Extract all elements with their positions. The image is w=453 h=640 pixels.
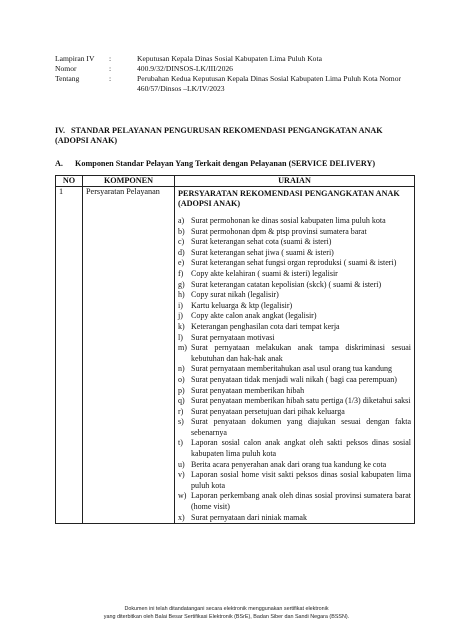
list-item-text: Copy akte calon anak angkat (legalisir): [191, 311, 317, 321]
list-item: [178, 227, 411, 238]
header-row-nomor: [55, 64, 437, 74]
list-item-label: s): [178, 417, 184, 427]
list-item-label: f): [178, 268, 184, 278]
list-item: [178, 290, 411, 301]
list-item: [178, 248, 411, 259]
list-item: [178, 407, 411, 418]
cell-uraian: [175, 187, 415, 524]
list-item-text: Surat pernyataan motivasi: [191, 332, 275, 342]
list-item-label: r): [178, 406, 184, 416]
list-item-label: l): [178, 332, 183, 342]
list-item-label: d): [178, 247, 185, 257]
header-no: NO: [56, 176, 83, 187]
list-item-text: Surat pernyataan melakukan anak tampa diskriminasi sesuai kebutuhan dan hak-hak anak: [191, 343, 411, 363]
table-row: [56, 187, 415, 524]
list-item: [178, 417, 411, 438]
subsection-title: [55, 159, 375, 169]
list-item: [178, 375, 411, 386]
list-item-label: m): [178, 343, 187, 353]
list-item-text: Berita acara penyerahan anak dari orang tua kandung ke cota: [191, 459, 387, 469]
table-header-row: [56, 176, 415, 187]
list-item: [178, 280, 411, 291]
list-item-text: Keterangan penghasilan cota dari tempat kerja: [191, 321, 340, 331]
e-signature-footer: [0, 605, 453, 621]
list-item-text: Copy akte kelahiran ( suami & isteri) legalisir: [191, 268, 338, 278]
list-item-text: Surat penyataan memberikan hibah satu pertiga (1/3) diketahui saksi: [191, 396, 411, 406]
header-komponen: KOMPONEN: [83, 176, 175, 187]
requirements-list: [178, 216, 411, 523]
list-item-label: o): [178, 374, 185, 384]
cell-no: 1: [56, 187, 83, 524]
list-item-text: Surat penyataan tidak menjadi wali nikah ( bagi caa perempuan): [191, 374, 397, 384]
service-standard-table: [55, 175, 415, 524]
list-item-label: b): [178, 226, 185, 236]
list-item-text: Surat keterangan sehat fungsi organ reproduksi ( suami & isteri): [191, 258, 397, 268]
list-item: [178, 438, 411, 459]
list-item: [178, 513, 411, 524]
list-item-text: Laporan sosial calon anak angkat oleh sakti peksos dinas sosial kabupaten lima puluh kota: [191, 438, 411, 459]
list-item-text: Surat pernyataan dari niniak mamak: [191, 512, 307, 522]
list-item-label: e): [178, 258, 185, 268]
header-colon: :: [109, 74, 112, 83]
section-title: [55, 126, 395, 146]
list-item: [178, 396, 411, 407]
list-item: [178, 364, 411, 375]
list-item-label: g): [178, 279, 185, 289]
list-item-text: Laporan sosial home visit sakti peksos dinas sosial kabupaten lima puluh kota: [191, 470, 411, 490]
header-value: 400.9/32/DINSOS-LK/III/2026: [137, 64, 233, 73]
list-item-text: Surat keterangan catatan kepolisian (skck) ( suami & isteri): [191, 279, 382, 289]
list-item: [178, 237, 411, 248]
list-item-text: Surat keterangan sehat cota (suami & isteri): [191, 237, 332, 247]
list-item-label: p): [178, 385, 185, 395]
list-item-text: Surat pernyataan memberitahukan asal usul orang tua kandung: [191, 364, 393, 374]
header-row-lampiran: [55, 54, 437, 64]
list-item: [178, 311, 411, 322]
list-item-text: Surat permohonan dpm & ptsp provinsi sumatera barat: [191, 226, 367, 236]
header-value: Keputusan Kepala Dinas Sosial Kabupaten Lima Puluh Kota: [137, 54, 322, 63]
footer-line: Dokumen ini telah ditandatangani secara elektronik menggunakan sertifikat elektronik: [124, 606, 329, 612]
list-item-label: h): [178, 290, 185, 300]
list-item: [178, 470, 411, 491]
list-item-label: x): [178, 512, 185, 522]
header-colon: :: [109, 64, 112, 73]
subsection-number: A.: [55, 159, 63, 168]
list-item-label: w): [178, 491, 187, 501]
header-row-tentang: [55, 74, 437, 94]
list-item: [178, 269, 411, 280]
header-label: Nomor: [55, 64, 77, 73]
list-item-label: q): [178, 396, 185, 406]
list-item: [178, 460, 411, 471]
list-item-label: n): [178, 364, 185, 374]
section-title-text: STANDAR PELAYANAN PENGURUSAN REKOMENDASI PENGANGKATAN ANAK (ADOPSI ANAK): [55, 126, 383, 145]
list-item-label: c): [178, 237, 185, 247]
document-header: [55, 54, 437, 94]
header-colon: :: [109, 54, 112, 63]
header-label: Tentang: [55, 74, 80, 83]
list-item-label: j): [178, 311, 183, 321]
list-item: [178, 343, 411, 364]
list-item: [178, 216, 411, 227]
list-item-label: t): [178, 438, 183, 448]
list-item-text: Surat keterangan sehat jiwa ( suami & isteri): [191, 247, 334, 257]
uraian-title: PERSYARATAN REKOMENDASI PENGANGKATAN ANAK (ADOPSI ANAK): [178, 189, 400, 208]
list-item: [178, 386, 411, 397]
header-uraian: URAIAN: [175, 176, 415, 187]
list-item-text: Surat penyataan persetujuan dari pihak keluarga: [191, 406, 345, 416]
list-item: [178, 333, 411, 344]
list-item: [178, 322, 411, 333]
cell-komponen: Persyaratan Pelayanan: [83, 187, 175, 524]
list-item: [178, 301, 411, 312]
list-item-text: Copy surat nikah (legalisir): [191, 290, 279, 300]
list-item-text: Surat permohonan ke dinas sosial kabupaten lima puluh kota: [191, 216, 386, 225]
section-number: IV.: [55, 126, 66, 135]
list-item-text: Surat penyataan memberikan hibah: [191, 385, 305, 395]
list-item: [178, 258, 411, 269]
list-item-text: Laporan perkembang anak oleh dinas sosial provinsi sumatera barat (home visit): [191, 491, 411, 512]
list-item-text: Kartu keluarga & ktp (legalisir): [191, 300, 293, 310]
header-label: Lampiran IV: [55, 54, 95, 63]
list-item-label: v): [178, 470, 185, 480]
list-item-text: Surat penyataan dokumen yang diajukan sesuai dengan fakta sebenarnya: [191, 417, 411, 437]
footer-line: yang diterbitkan oleh Balai Besar Sertifikasi Elektronik (BSrE), Badan Siber dan Sandi Negara (BSSN).: [103, 614, 350, 620]
list-item: [178, 491, 411, 512]
list-item-label: i): [178, 300, 183, 310]
subsection-title-text: Komponen Standar Pelayan Yang Terkait dengan Pelayanan (SERVICE DELIVERY): [75, 159, 376, 168]
list-item-label: u): [178, 459, 185, 469]
header-value: Perubahan Kedua Keputusan Kepala Dinas Sosial Kabupaten Lima Puluh Kota Nomor 460/57/Dinsos –LK/IV/2023: [137, 74, 402, 93]
list-item-label: k): [178, 321, 185, 331]
list-item-label: a): [178, 216, 185, 225]
